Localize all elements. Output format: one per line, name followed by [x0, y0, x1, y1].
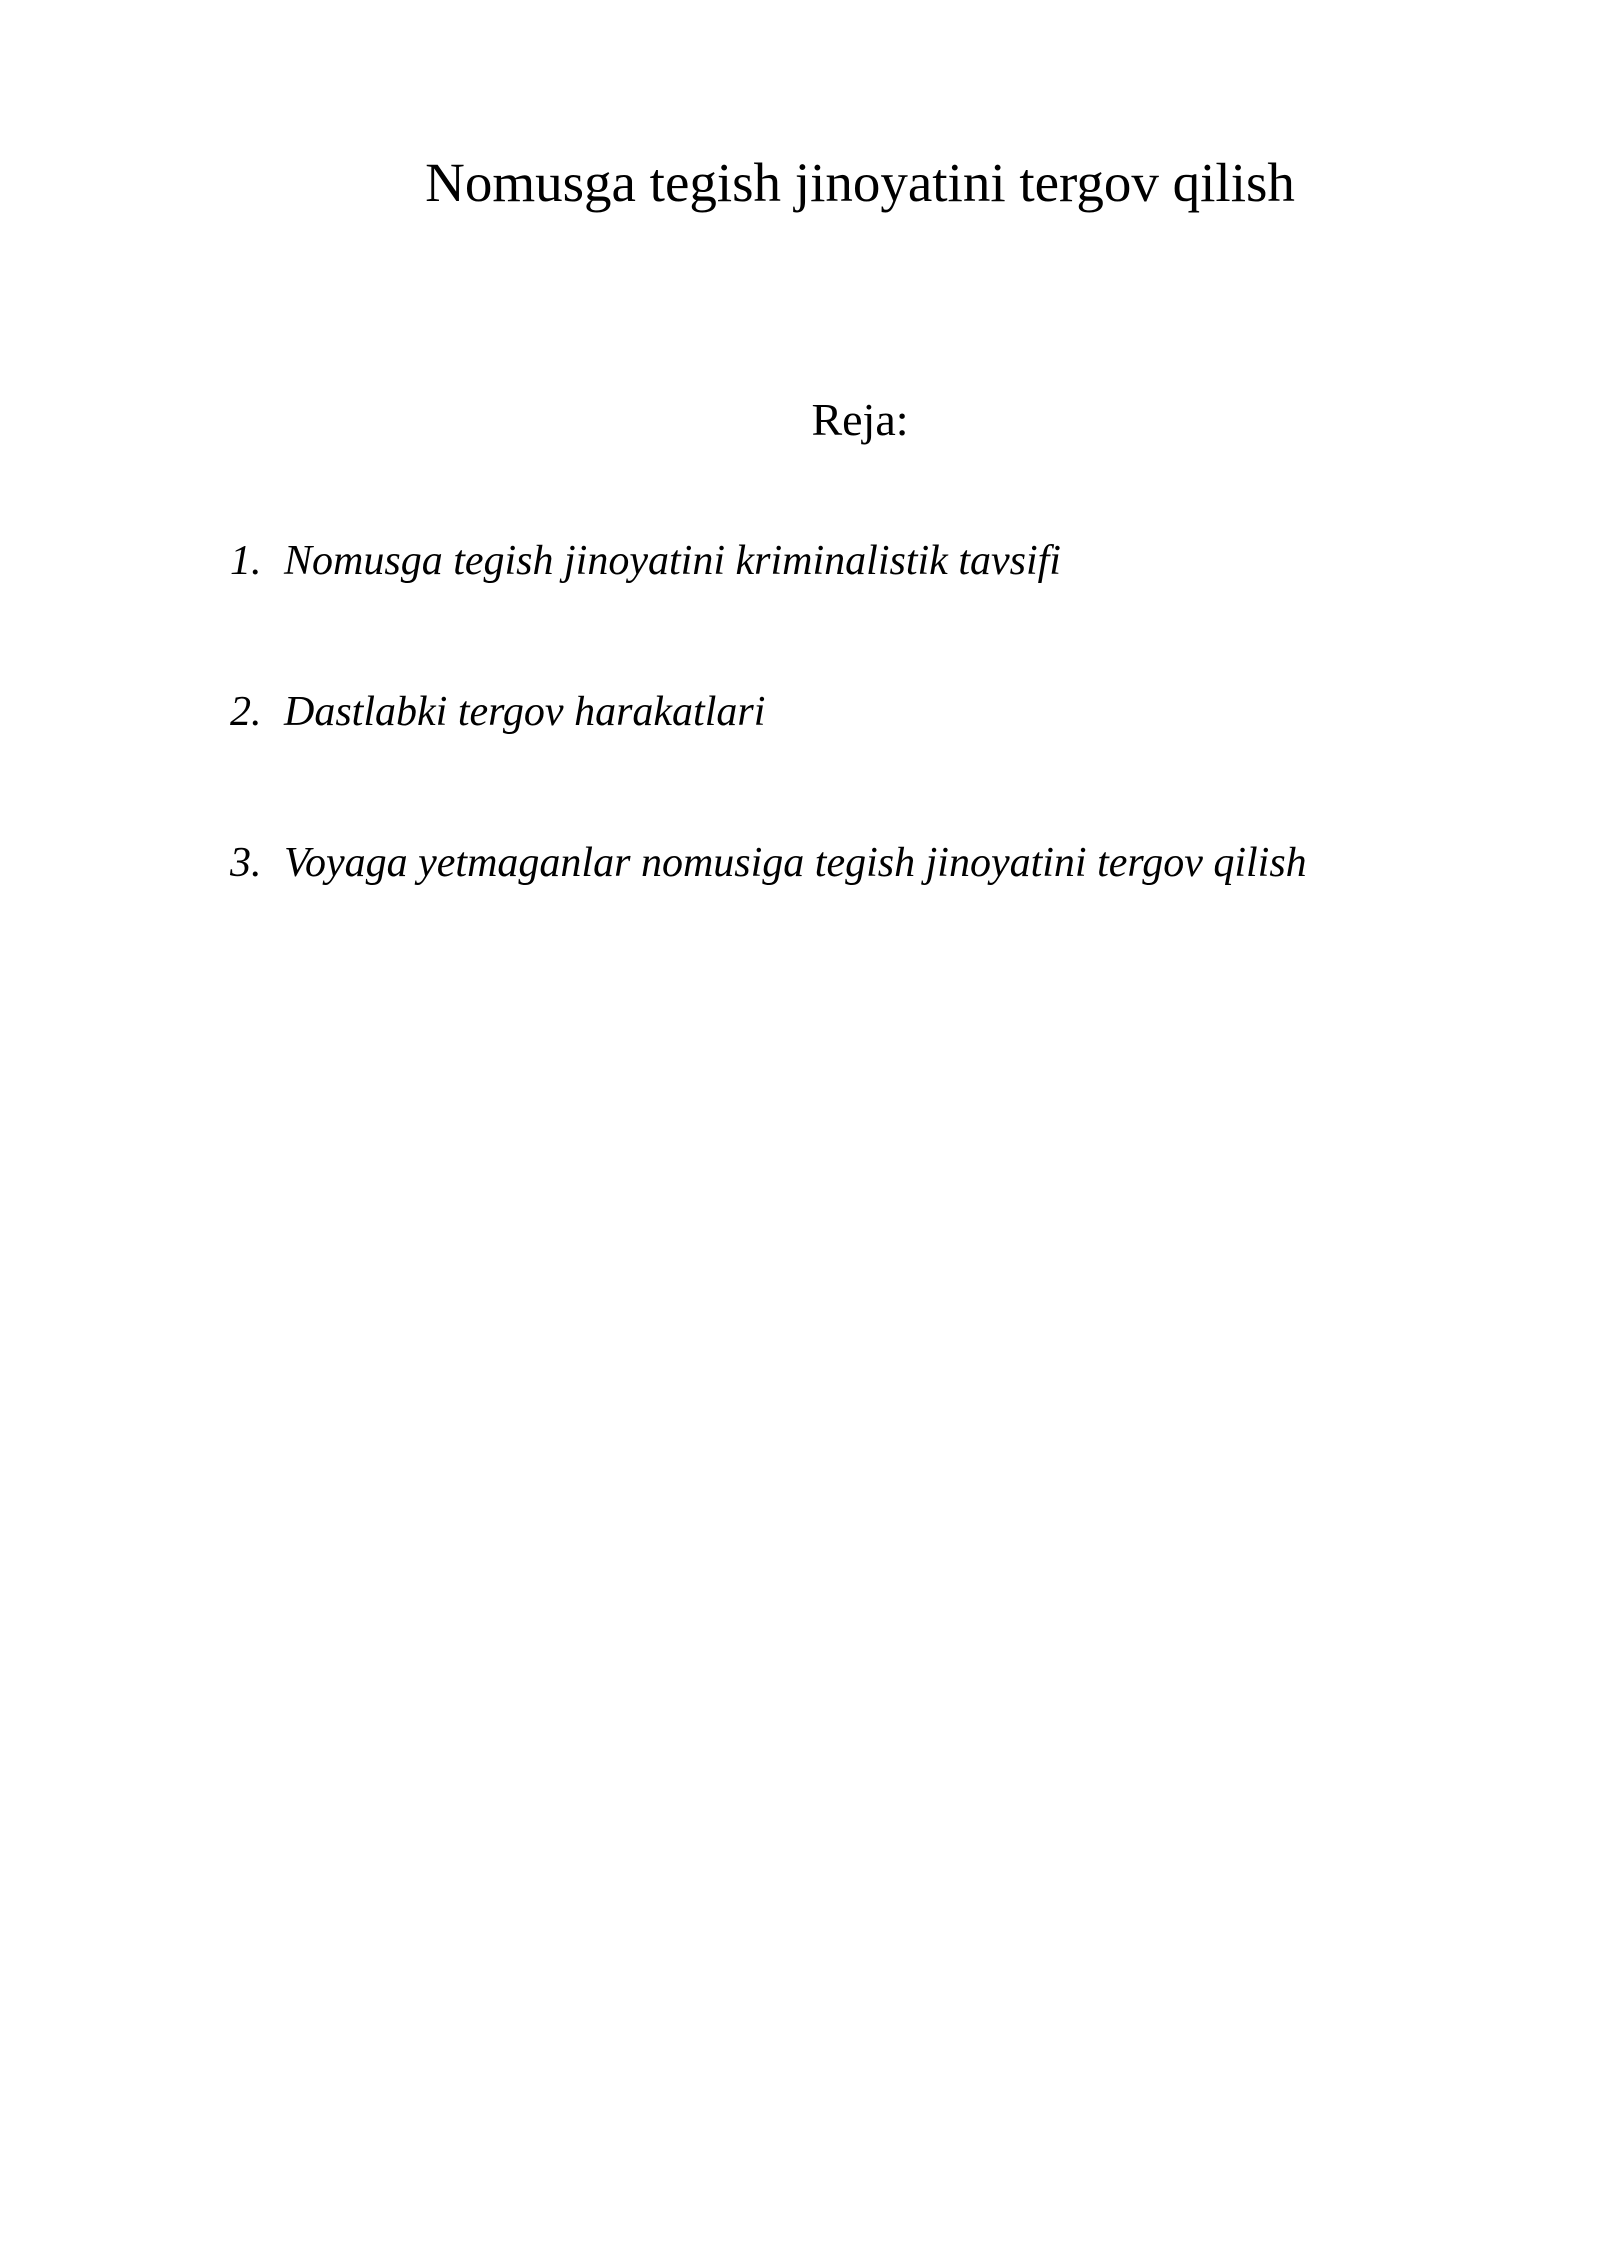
- plan-item: [230, 536, 1530, 586]
- plan-item: [230, 687, 1530, 737]
- plan-item-number: 1.: [230, 538, 262, 584]
- plan-heading: Reja:: [811, 394, 909, 445]
- plan-item-number: 3.: [230, 840, 262, 886]
- plan-item-text: Dastlabki tergov harakatlari: [284, 689, 766, 735]
- plan-item: [230, 838, 1530, 888]
- plan-item-text: Nomusga tegish jinoyatini kriminalistik tavsifi: [284, 538, 1061, 584]
- plan-item-text: Voyaga yetmaganlar nomusiga tegish jinoyatini tergov qilish: [284, 840, 1307, 886]
- document-title: Nomusga tegish jinoyatini tergov qilish: [425, 152, 1295, 213]
- plan-item-number: 2.: [230, 689, 262, 735]
